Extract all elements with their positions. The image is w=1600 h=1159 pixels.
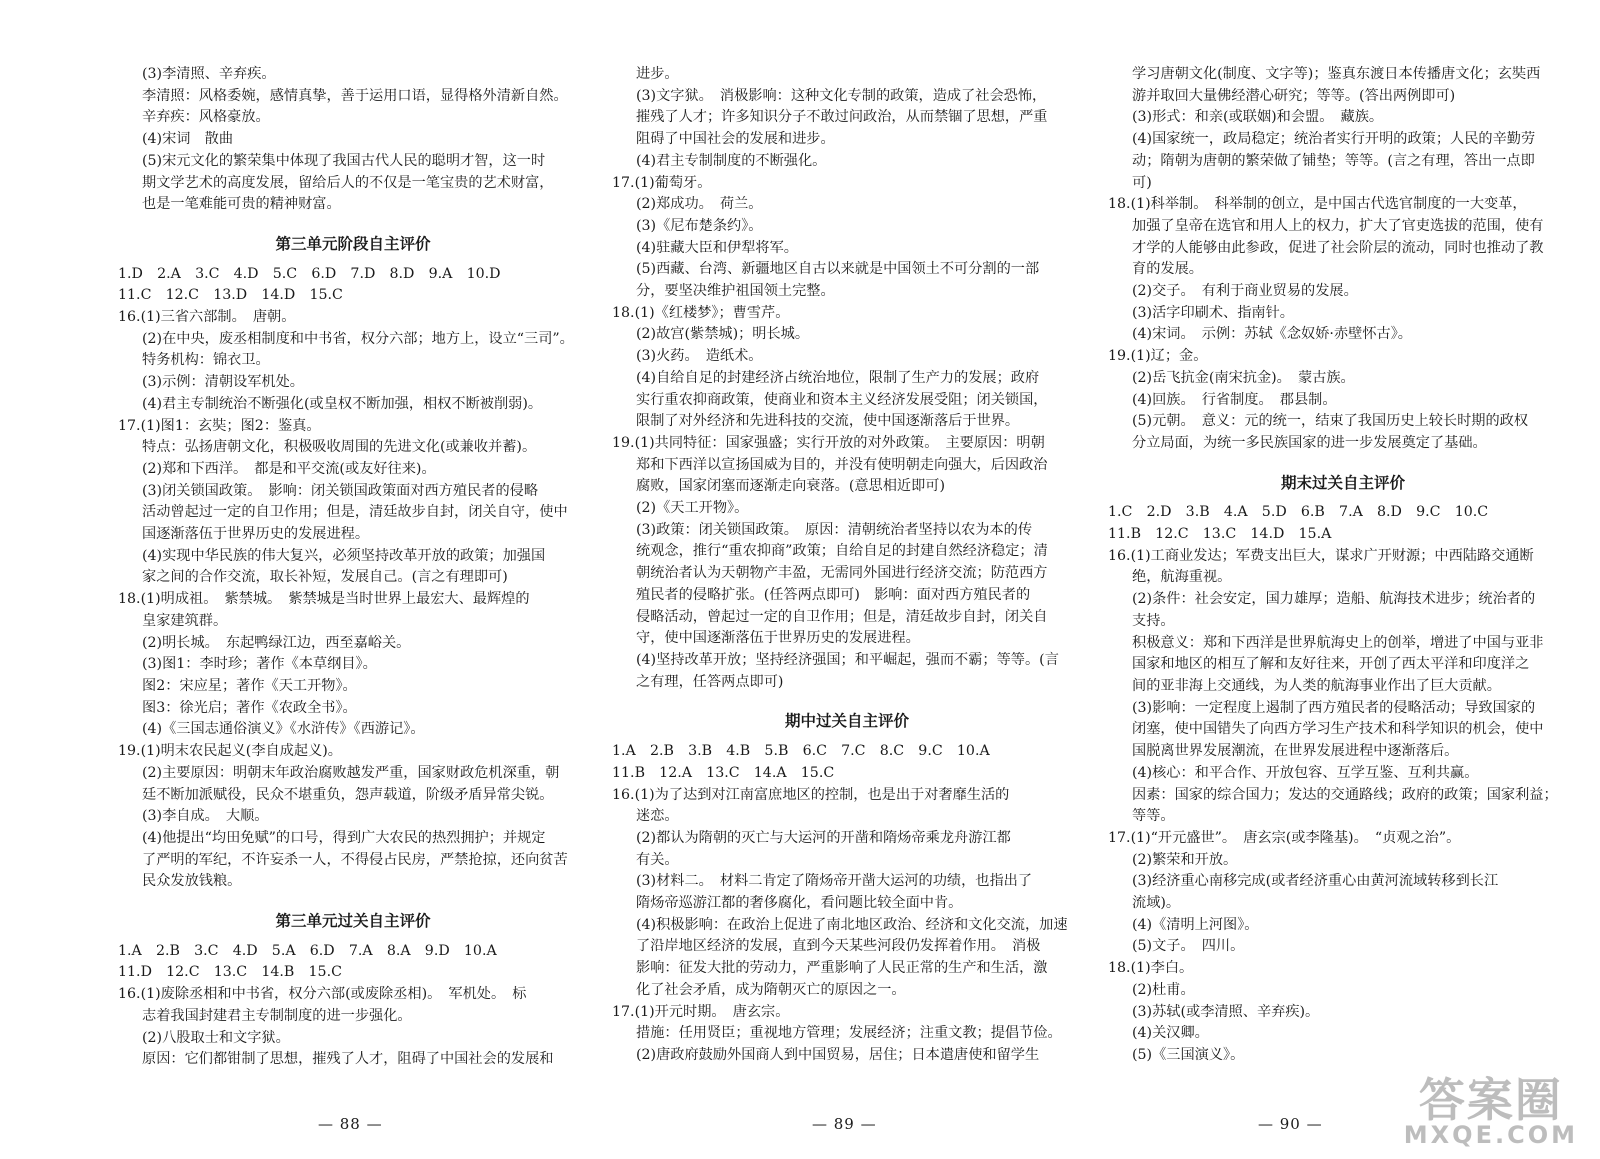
answer-line: (4)回族。 行省制度。 郡县制。	[1132, 391, 1337, 408]
question-line: 18.(1)李白。	[1108, 960, 1194, 977]
answer-line: (4)他提出“均田免赋”的口号，得到广大农民的热烈拥护；并规定	[142, 829, 546, 846]
answer-line: (5)《三国演义》。	[1132, 1046, 1245, 1063]
answer-line: (5)西藏、台湾、新疆地区自古以来就是中国领土不可分割的一部	[636, 261, 1040, 278]
answer-line: (4)坚持改革开放；坚持经济强国；和平崛起，强而不霸；等等。(言	[636, 651, 1059, 668]
answer-line: 殖民者的侵略扩张。(任答两点即可) 影响：面对西方殖民者的	[636, 586, 1031, 603]
section-heading: 第三单元阶段自主评价	[275, 233, 431, 253]
answer-line: 限制了对外经济和先进科技的交流，使中国逐渐落后于世界。	[636, 413, 1020, 430]
answer-line: 图2：宋应星；著作《天工开物》。	[142, 677, 357, 694]
section-heading: 第三单元过关自主评价	[275, 911, 431, 931]
answer-line: (2)杜甫。	[1132, 981, 1195, 998]
answer-line: 之有理，任答两点即可)	[636, 673, 784, 690]
answer-line: 迷恋。	[636, 808, 679, 825]
answer-line: (4)关汉卿。	[1132, 1025, 1209, 1042]
answer-line: (4)积极影响：在政治上促进了南北地区政治、经济和文化交流，加速	[636, 916, 1068, 933]
answer-line: (3)影响：一定程度上遏制了西方殖民者的侵略活动；导致国家的	[1132, 699, 1536, 716]
answer-line: 实行重农抑商政策，使商业和资本主义经济发展受阻；闭关锁国，	[636, 391, 1048, 408]
middle-column	[612, 64, 1082, 1067]
answer-line: (3)苏轼(或李清照、辛弃疾)。	[1132, 1003, 1320, 1020]
answer-line: (3)活字印刷术、指南针。	[1132, 304, 1294, 321]
answer-line: 特点：弘扬唐朝文化，积极吸收周围的先进文化(或兼收并蓄)。	[142, 439, 537, 456]
question-line: 18.(1)《红楼梦》；曹雪芹。	[612, 304, 790, 321]
answer-line: (4)实现中华民族的伟大复兴，必须坚持改革开放的政策；加强国	[142, 547, 546, 564]
answer-line: 绝，航海重视。	[1132, 569, 1232, 586]
left-column	[118, 64, 588, 1071]
answer-line: (2)繁荣和开放。	[1132, 851, 1238, 868]
answer-line: (2)都认为隋朝的灭亡与大运河的开凿和隋炀帝乘龙舟游江都	[636, 829, 1011, 846]
answer-line: 皇家建筑群。	[142, 612, 228, 629]
answer-line: 流域)。	[1132, 895, 1181, 912]
answer-line: 才学的人能够由此参政，促进了社会阶层的流动，同时也推动了教	[1132, 239, 1544, 256]
answer-line: (2)郑和下西洋。 都是和平交流(或友好往来)。	[142, 460, 436, 477]
watermark-logo	[1403, 1073, 1578, 1149]
answer-line: 阻碍了中国社会的发展和进步。	[636, 131, 835, 148]
section-heading: 期中过关自主评价	[784, 711, 909, 731]
answer-line: (3)政策：闭关锁国政策。 原因：清朝统治者坚持以农为本的传	[636, 521, 1033, 538]
answer-line: (3)形式：和亲(或联姻)和会盟。 藏族。	[1132, 109, 1384, 126]
answer-line: (4)驻藏大臣和伊犁将军。	[636, 239, 798, 256]
answer-line: 原因：它们都钳制了思想，摧残了人才，阻碍了中国社会的发展和	[142, 1051, 554, 1068]
answer-line: 支持。	[1132, 612, 1175, 629]
answer-line: (3)文字狱。 消极影响：这种文化专制的政策，造成了社会恐怖，	[636, 87, 1047, 104]
answer-line: (3)示例：清朝设军机处。	[142, 374, 304, 391]
answer-line: (2)故宫(紫禁城)；明长城。	[636, 326, 810, 343]
answer-line: (2)《天工开物》。	[636, 500, 749, 517]
page-number-89: — 89 —	[812, 1115, 877, 1133]
answer-line: (4)君主专制统治不断强化(或皇权不断加强，相权不断被削弱)。	[142, 395, 543, 412]
answer-line: 动；隋朝为唐朝的繁荣做了铺垫；等等。(言之有理，答出一点即	[1132, 152, 1535, 169]
answer-line: 可)	[1132, 174, 1152, 191]
answer-line: (4)宋词。 示例：苏轼《念奴娇·赤壁怀古》。	[1132, 326, 1412, 343]
answer-line: 分立局面，为统一多民族国家的进一步发展奠定了基础。	[1132, 434, 1487, 451]
question-line: 11.B 12.C 13.C 14.D 15.A	[1108, 526, 1332, 543]
page-number-88: — 88 —	[318, 1115, 383, 1133]
answer-line: 游并取回大量佛经潜心研究；等等。(答出两例即可)	[1132, 87, 1456, 104]
answer-line: 育的发展。	[1132, 261, 1203, 278]
answer-line: 守，使中国逐渐落伍于世界历史的发展进程。	[636, 630, 920, 647]
right-column	[1108, 64, 1578, 1067]
answer-line: 了沿岸地区经济的发展，直到今天某些河段仍发挥着作用。 消极	[636, 938, 1041, 955]
answer-line: (4)君主专制制度的不断强化。	[636, 152, 827, 169]
answer-line: (3)经济重心南移完成(或者经济重心由黄河流域转移到长江	[1132, 873, 1499, 890]
answer-line: (3)火药。 造纸术。	[636, 348, 763, 365]
answer-line: 化了社会矛盾，成为隋朝灭亡的原因之一。	[636, 981, 906, 998]
answer-line: 侵略活动，曾起过一定的自卫作用；但是，清廷故步自封，闭关自	[636, 608, 1048, 625]
answer-line: 统观念，推行“重农抑商”政策；自给自足的封建自然经济稳定；清	[636, 543, 1048, 560]
answer-line: (3)《尼布楚条约》。	[636, 217, 763, 234]
answer-line: 郑和下西洋以宣扬国威为目的，并没有使明朝走向强大，后因政治	[636, 456, 1048, 473]
answer-line: 也是一笔难能可贵的精神财富。	[142, 196, 341, 213]
answer-line: 进步。	[636, 66, 679, 82]
answer-line: (4)《三国志通俗演义》《水浒传》《西游记》。	[142, 721, 425, 738]
question-line: 11.D 12.C 13.C 14.B 15.C	[118, 964, 342, 981]
answer-line: (5)元朝。 意义：元的统一，结束了我国历史上较长时期的政权	[1132, 413, 1529, 430]
question-line: 16.(1)废除丞相和中书省，权分六部(或废除丞相)。 军机处。 标	[118, 986, 527, 1003]
question-line: 16.(1)三省六部制。 唐朝。	[118, 309, 296, 326]
answer-line: (2)岳飞抗金(南宋抗金)。 蒙古族。	[1132, 369, 1355, 386]
answer-line: 影响：征发大批的劳动力，严重影响了人民正常的生产和生活，激	[636, 960, 1048, 977]
question-line: 19.(1)辽；金。	[1108, 348, 1208, 365]
answer-line: 国家和地区的相互了解和友好往来，开创了西太平洋和印度洋之	[1132, 656, 1530, 673]
answer-line: 志着我国封建君主专制制度的进一步强化。	[142, 1007, 412, 1024]
question-line: 17.(1)“开元盛世”。 唐玄宗(或李隆基)。 “贞观之治”。	[1108, 829, 1461, 846]
section-heading: 期末过关自主评价	[1280, 472, 1405, 492]
answer-line: 摧残了人才；许多知识分子不敢过问政治，从而禁锢了思想，严重	[636, 109, 1048, 126]
answer-line: 朝统治者认为天朝物产丰盈，无需同外国进行经济交流；防范西方	[636, 565, 1048, 582]
answer-line: 有关。	[636, 851, 679, 868]
answer-line: (4)宋词 散曲	[142, 131, 234, 148]
answer-line: 活动曾起过一定的自卫作用；但是，清廷故步自封，闭关自守，使中	[142, 504, 568, 521]
answer-line: 等等。	[1132, 808, 1175, 825]
answer-line: (2)郑成功。 荷兰。	[636, 196, 763, 213]
answer-line: 廷不断加派赋役，民众不堪重负，怨声载道，阶级矛盾异常尖锐。	[142, 786, 554, 803]
watermark-text: 答案圈	[1418, 1073, 1563, 1127]
question-line: 18.(1)科举制。 科举制的创立，是中国古代选官制度的一大变革，	[1108, 196, 1527, 213]
question-line: 19.(1)明末农民起义(李自成起义)。	[118, 743, 342, 760]
answer-line: (3)李自成。 大顺。	[142, 808, 269, 825]
answer-line: 辛弃疾：风格豪放。	[142, 109, 270, 126]
answer-line: (5)文子。 四川。	[1132, 938, 1245, 955]
answer-line: 加强了皇帝在选官和用人上的权力，扩大了官吏选拔的范围，使有	[1132, 217, 1544, 234]
answer-line: 图3：徐光启；著作《农政全书》。	[142, 699, 357, 716]
answer-line: 腐败，国家闭塞而逐渐走向衰落。(意思相近即可)	[636, 478, 946, 495]
answer-line: (3)图1：李时珍；著作《本草纲目》。	[142, 656, 377, 673]
answer-line: 闭塞，使中国错失了向西方学习生产技术和科学知识的机会，使中	[1132, 721, 1544, 738]
question-line: 1.D 2.A 3.C 4.D 5.C 6.D 7.D 8.D 9.A 10.D	[118, 265, 501, 282]
answer-line: 期文学艺术的高度发展，留给后人的不仅是一笔宝贵的艺术财富，	[142, 174, 554, 191]
question-line: 16.(1)工商业发达；军费支出巨大，谋求广开财源；中西陆路交通断	[1108, 547, 1534, 564]
answer-line: 隋炀帝巡游江都的奢侈腐化，看问题比较全面中肯。	[636, 895, 963, 912]
answer-line: (5)宋元文化的繁荣集中体现了我国古代人民的聪明才智，这一时	[142, 152, 546, 169]
answer-line: 学习唐朝文化(制度、文字等)；鉴真东渡日本传播唐文化；玄奘西	[1132, 66, 1541, 82]
answer-line: (3)李清照、辛弃疾。	[142, 66, 276, 82]
answer-line: 间的亚非海上交通线，为人类的航海事业作出了巨大贡献。	[1132, 677, 1501, 694]
answer-line: (2)唐政府鼓励外国商人到中国贸易，居住；日本遣唐使和留学生	[636, 1046, 1040, 1063]
answer-line: 国逐渐落伍于世界历史的发展进程。	[142, 526, 370, 543]
page-number-90: — 90 —	[1258, 1115, 1323, 1133]
answer-line: (2)条件：社会安定，国力雄厚；造船、航海技术进步；统治者的	[1132, 591, 1536, 608]
answer-line: 家之间的合作交流，取长补短，发展自己。(言之有理即可)	[142, 569, 508, 586]
question-line: 11.C 12.C 13.D 14.D 15.C	[118, 287, 343, 304]
answer-line: (2)交子。 有利于商业贸易的发展。	[1132, 283, 1358, 300]
answer-line: (2)在中央，废丞相制度和中书省，权分六部；地方上，设立“三司”。	[142, 330, 574, 347]
answer-line: 积极意义：郑和下西洋是世界航海史上的创举，增进了中国与亚非	[1132, 634, 1544, 651]
question-line: 18.(1)明成祖。 紫禁城。 紫禁城是当时世界上最宏大、最辉煌的	[118, 591, 530, 608]
question-line: 19.(1)共同特征：国家强盛；实行开放的对外政策。 主要原因：明朝	[612, 434, 1045, 451]
answer-line: 了严明的军纪，不许妄杀一人，不得侵占民房，严禁抢掠，还向贫苦	[142, 851, 568, 868]
answer-line: (4)核心：和平合作、开放包容、互学互鉴、互利共赢。	[1132, 764, 1479, 781]
watermark-url: MXQE.COM	[1403, 1121, 1578, 1149]
question-line: 1.A 2.B 3.B 4.B 5.B 6.C 7.C 8.C 9.C 10.A	[612, 743, 990, 760]
question-line: 1.A 2.B 3.C 4.D 5.A 6.D 7.A 8.A 9.D 10.A	[118, 942, 497, 959]
answer-line: (3)闭关锁国政策。 影响：闭关锁国政策面对西方殖民者的侵略	[142, 482, 539, 499]
question-line: 16.(1)为了达到对江南富庶地区的控制，也是出于对奢靡生活的	[612, 786, 1010, 803]
answer-line: 分，要坚决维护祖国领土完整。	[636, 283, 835, 300]
answer-line: 李清照：风格委婉，感情真挚，善于运用口语，显得格外清新自然。	[142, 87, 568, 104]
question-line: 1.C 2.D 3.B 4.A 5.D 6.B 7.A 8.D 9.C 10.C	[1108, 504, 1489, 521]
question-line: 17.(1)葡萄牙。	[612, 174, 712, 191]
answer-line: (4)《清明上河图》。	[1132, 916, 1259, 933]
answer-line: (4)自给自足的封建经济占统治地位，限制了生产力的发展；政府	[636, 369, 1040, 386]
answer-line: (4)国家统一，政局稳定；统治者实行开明的政策；人民的辛勤劳	[1132, 131, 1536, 148]
answer-line: (2)八股取士和文字狱。	[142, 1029, 290, 1046]
answer-line: (2)明长城。 东起鸭绿江边，西至嘉峪关。	[142, 634, 411, 651]
answer-line: 民众发放钱粮。	[142, 873, 242, 890]
answer-line: 特务机构：锦衣卫。	[142, 352, 270, 369]
question-line: 17.(1)开元时期。 唐玄宗。	[612, 1003, 790, 1020]
answer-line: 国脱离世界发展潮流，在世界发展进程中逐渐落后。	[1132, 743, 1459, 760]
question-line: 11.B 12.A 13.C 14.A 15.C	[612, 764, 835, 781]
answer-line: (3)材料二。 材料二肯定了隋炀帝开凿大运河的功绩，也指出了	[636, 873, 1033, 890]
answer-line: 措施：任用贤臣；重视地方管理；发展经济；注重文教；提倡节俭。	[636, 1025, 1062, 1042]
answer-line: (2)主要原因：明朝末年政治腐败越发严重，国家财政危机深重，朝	[142, 764, 560, 781]
question-line: 17.(1)图1：玄奘；图2：鉴真。	[118, 417, 321, 434]
answer-line: 因素：国家的综合国力；发达的交通路线；政府的政策；国家利益；	[1132, 786, 1558, 803]
